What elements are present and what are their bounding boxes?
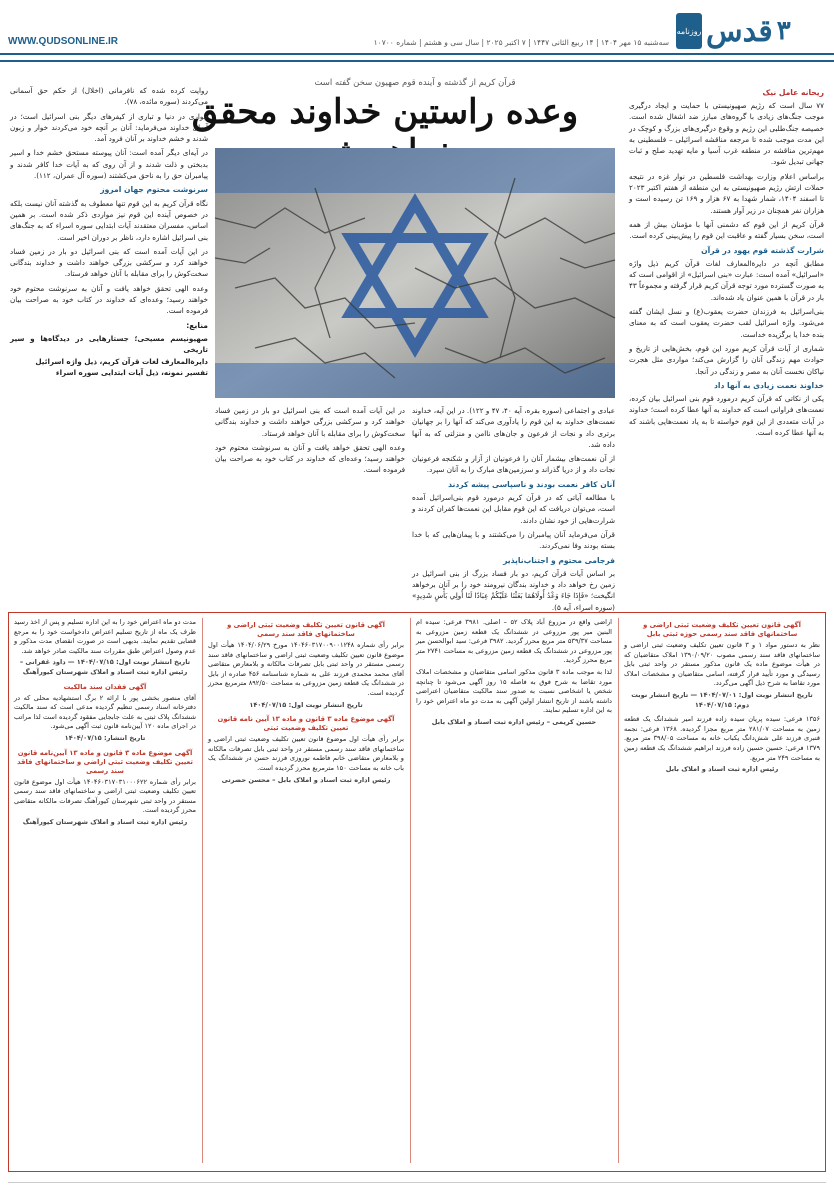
site-url[interactable]: WWW.QUDSONLINE.IR <box>8 36 118 47</box>
subheading: خداوند نعمت زیادی به آنها داد <box>713 380 824 390</box>
paragraph: بنی‌اسرائیل به فرزندان حضرت یعقوب(ع) و نسل ایشان گفته می‌شود. واژه اسرائیل لقب حضرت یعقوب است که به معنای بنده خدا یا برگزیده خداست. <box>629 307 824 339</box>
source-item: تفسیر نمونه، ذیل آیات ابتدایی سوره اسراء <box>55 367 208 377</box>
paragraph: براساس اعلام وزارت بهداشت فلسطین در نوار غزه در نتیجه حملات ارتش رژیم صهیونیستی به این منطقه از هفتم اکتبر ۲۰۲۳ تا اسفند ۱۴۰۴، شمار شهدا به ۶۷ هزار و ۱۶۹ تن رسیده است و هزاران نفر همچنان در زیر آوار هستند. <box>629 171 825 215</box>
notice-title: آگهی موضوع ماده ۳ قانون و ماده ۱۳ آیین نامه قانون تعیین تکلیف وضعیت ثبتی <box>217 715 395 733</box>
notice-signature: تاریخ انتشار نوبت اول: ۱۴۰۴/۰۷/۱۵ — داود غفرانی – رئیس اداره ثبت اسناد و املاک شهرستان کیورآهنگ <box>19 658 191 676</box>
dateline: سه‌شنبه ۱۵ مهر ۱۴۰۴ | ۱۴ ربیع الثانی ۱۴۴۷ | ۷ اکتبر ۲۰۲۵ | سال سی و هشتم | شماره ۱۰۷۰۰ <box>373 38 669 47</box>
notice-divider <box>202 618 203 1163</box>
notice-body: نظر به دستور مواد ۱ و ۳ قانون تعیین تکلیف وضعیت ثبتی اراضی و ساختمانهای فاقد سند رسمی مصوب ۱۳۹۰/۰۹/۲۰ املاک متقاضیان که در هیأت موضوع ماده یک قانون مذکور مستقر در واحد ثبتی بابل رسیدگی و مورد تأیید قرار گرفته، اسامی متقاضیان و مشخصات املاک مورد تقاضا به شرح ذیل آگهی می‌گردد. <box>624 641 821 688</box>
page-number: ۳ <box>776 16 791 46</box>
article-photo <box>215 148 615 398</box>
article-column-right <box>629 100 824 600</box>
paragraph: در آیه‌ای دیگر آمده است: آنان پیوسته مستحق خشم خدا و اسیر بدبختی و ذلت شدند و از آن روی که به آیات خدا کافر شدند و پیامبران حق را به ناحق می‌کشتند (سوره آل عمران، ۱۱۲). <box>10 148 208 181</box>
paragraph: از آن نعمت‌های بیشمار آنان را فرعونیان از آزار و شکنجه فرعونیان نجات داد و از دریا گذراند و سرزمین‌های مبارک را به آنان سپرد. <box>412 454 615 475</box>
notice-body: برابر رأی شماره ۱۴۰۴۶۰۳۱۷۰۳۱۰۰۰۶۲۲ هیأت اول موضوع قانون تعیین تکلیف وضعیت ثبتی اراضی و ساختمانهای فاقد سند رسمی مستقر در واحد ثبتی شهرستان کیورآهنگ تصرفات مالکانه متقاضی محرز گردیده است. <box>14 777 196 815</box>
paragraph: ۷۷ سال است که رژیم صهیونیستی با حمایت و ایجاد درگیری موجب جنگ‌های زیادی با گروه‌های مبارز ضد اشغال شده است. خصیصه جنگ‌طلبی این رژیم و وقوع درگیری‌های بزرگ و کوچک در این مدت موجب شده تا مرجعه مناقشه اسرائیلی – فلسطینی به مهم‌ترین مناقشه در منطقه غرب آسیا و مایه تهدید صلح و ثبات جهانی تبدیل شود. <box>629 101 824 167</box>
notice-title: آگهی موضوع ماده ۳ قانون و ماده ۱۳ آیین‌نامه قانون تعیین تکلیف وضعیت ثبتی اراضی و ساختمانهای فاقد سند رسمی <box>17 748 193 775</box>
paragraph: قرآن کریم از این قوم که دشمنی آنها با مؤمنان بیش از همه است، سخن بسیار گفته و عاقبت این قوم را پیش‌بینی کرده است. <box>629 219 824 241</box>
notice-body: برابر رأی شماره ۱۴۰۴۶۰۳۱۷۰۰۹۰۰۱۲۴۸ مورخ ۱۴۰۴/۰۶/۲۹ هیأت اول موضوع قانون تعیین تکلیف وضعیت ثبتی اراضی و ساختمانهای فاقد سند رسمی مستقر در واحد ثبتی بابل تصرفات مالکانه و بلامعارض متقاضی آقای محمد محمدی فرزند علی به شماره شناسنامه ۴۵۶ صادره از بابل در ششدانگ یک قطعه زمین مزروعی به مساحت ۸۹۲/۵۰ مترمربع محرز گردیده است. <box>208 641 404 697</box>
paragraph: در این آیات آمده است که بنی اسرائیل دو بار در زمین فساد خواهند کرد و سرکشی بزرگی خواهند داشت و خداوند بندگانی سخت‌کوش را برای مقابله با آنان خواهد فرستاد. <box>10 246 208 279</box>
author-byline: ریحانه عامل نیک <box>762 88 824 97</box>
notice-signature: حسین کریمی – رئیس اداره ثبت اسناد و املاک بابل <box>431 717 597 726</box>
notice-body: اراضی واقع در مزروع آباد پلاک ۵۲ – اصلی. ۳۹۸۱ فرعی: سیده ام البنین میر پور مزروعی در ششدانگ یک قطعه زمین مزروعی به مساحت ۵۳۹/۳۷ متر مربع محرز گردید. ۳۹۸۲ فرعی: سید ابوالحسن میر پور مزروعی در ششدانگ یک قطعه زمین مزروعی به مساحت ۲۷۴۱ متر مربع محرز گردید. <box>416 618 613 665</box>
notice-column-1 <box>624 618 820 1163</box>
paragraph: شماری از آیات قرآن کریم مورد این قوم، بخش‌هایی از تاریخ و حوادث مهم زندگی آنان را گزارش می‌کند؛ مواردی مثل هجرت نیاکان نخست آنان به مصر و زندگی در آنجا. <box>629 343 824 376</box>
paragraph: بر اساس آیات قرآن کریم، دو بار فساد بزرگ از بنی اسرائیل در زمین رخ خواهد داد و خداوند بندگان نیرومند خود را بر آنان برخواهد انگیخت؛ «فَإِذَا جَاءَ وَعْدُ أُولَاهُمَا بَعَثْنَا عَلَيْكُمْ عِبَادًا لَنَا أُولِي بَأْسٍ شَدِيدٍ» (سوره اسراء، آیه ۵). <box>412 568 615 612</box>
article-column-middle-b <box>215 405 405 605</box>
paragraph: یکی از نکاتی که قرآن کریم درمورد قوم بنی اسرائیل بیان کرده، نعمت‌های فراوانی است که خداوند به آنها عطا کرده است؛ خداوند در آیات متعددی از این قوم خواسته تا به یاد نعمت‌هایی باشند که به آنها عطا کرده است. <box>629 394 824 438</box>
subheading: فرجامی محتوم و اجتناب‌ناپذیر <box>503 555 615 565</box>
sources-label: منابع: <box>186 320 208 330</box>
subheading: سرنوشت محتوم جهان امروز <box>100 185 208 195</box>
source-item: دایرة‌المعارف لغات قرآن کریم، ذیل واژه اسرائیل <box>35 356 208 366</box>
notice-signature: رئیس اداره ثبت اسناد و املاک شهرستان کیورآهنگ <box>22 817 188 826</box>
notice-divider <box>618 618 619 1163</box>
paragraph: با مطالعه آیاتی که در قرآن کریم درمورد قوم بنی‌اسرائیل آمده است، می‌توان دریافت که این قوم مقابل این نعمت‌ها کفران کردند و شرارت‌هایی از خود نشان دادند. <box>412 493 615 525</box>
notice-body: ۱۳۵۶ فرعی: سیده پریان سیده زاده فرزند امیر ششدانگ یک قطعه زمین به مساحت ۲۸۱/۰۷ متر مربع مجزا گردیده. ۱۳۶۸ فرعی: نجمه قنبری فرزند علی شش‌دانگ یکباب خانه به مساحت ۳۹۸/۰۵ متر مربع. ۱۳۷۹ فرعی: حسین حسین زاده فرزند ابراهیم ششدانگ یک قطعه زمین به مساحت ۲۴۹ متر مربع. <box>624 715 821 762</box>
paragraph: مطابق آنچه در دایرة‌المعارف لغات قرآن کریم ذیل واژه «اسرائیل» آمده است: عبارت «بنی اسرائیل» از اقوامی است که به صورت گسترده مورد توجه قرآن کریم قرار گرفته و مجموعاً ۴۳ بار در قرآن با همین عنوان یاد شده‌اند. <box>629 258 824 302</box>
article-kicker: قرآن کریم از گذشته و آینده قوم صهیون سخن گفته است <box>314 78 516 88</box>
notice-body: برابر رأی هیأت اول موضوع قانون تعیین تکلیف وضعیت ثبتی اراضی و ساختمانهای فاقد سند رسمی مستقر در واحد ثبتی بابل تصرفات مالکانه و بلامعارض متقاضی خانم فاطمه نوروزی فرزند حسن در ششدانگ یک باب خانه به مساحت ۱۵۰ مترمربع محرز گردیده است. <box>208 735 404 772</box>
article-headline: وعده راستین خداوند محقق <box>191 92 579 132</box>
logo-prefix: روزنامه <box>676 26 702 36</box>
notice-signature: رئیس اداره ثبت اسناد و املاک بابل <box>665 765 779 774</box>
notice-body: مدت دو ماه اعتراض خود را به این اداره تسلیم و پس از اخذ رسید ظرف یک ماه از تاریخ تسلیم اعتراض دادخواست خود را به مرجع قضایی تقدیم نمایند. بدیهی است در صورت انقضای مدت مذکور و عدم وصول اعتراض طبق مقررات سند مالکیت صادر خواهد شد. <box>14 618 196 655</box>
paragraph: نگاه قرآن کریم به این قوم تنها معطوف به گذشته آنان نیست بلکه در خصوص آینده این قوم نیز مواردی ذکر شده است. بر همین اساس، مفسران معتقدند آیات ابتدایی سوره اسراء که به جنگ‌های بنی اسرائیل اشاره دارد، ناظر بر دوران اخیر است. <box>10 198 208 242</box>
paragraph: وعده الهی تحقق خواهد یافت و آنان به سرنوشت محتوم خود خواهند رسید؛ وعده‌ای که خداوند در کتاب خود به صراحت بیان فرموده است. <box>10 283 208 316</box>
article-column-middle-a <box>412 405 616 612</box>
notice-column-3 <box>208 618 404 1163</box>
notice-signature: تاریخ انتشار نوبت اول: ۱۴۰۴/۰۷/۱۵ <box>249 700 363 709</box>
footer-rule <box>8 1182 826 1183</box>
paragraph: خواری در دنیا و تباری از کیفرهای دیگر بنی اسرائیل است؛ در آیه‌ای خداوند می‌فرماید: آنان بر آنچه خود می‌کردند خوار و زبون شدند و خشم خداوند بر آنان فرود آمد. <box>10 111 208 144</box>
logo-seal-icon <box>676 13 702 49</box>
star-of-david-cracked-icon <box>215 148 615 398</box>
notice-title: آگهی فقدان سند مالکیت <box>63 682 147 691</box>
notice-divider <box>410 618 411 1163</box>
notice-body: لذا به موجب ماده ۳ قانون مذکور اسامی متقاضیان و مشخصات املاک مورد تقاضا به شرح فوق به فاصله ۱۵ روز آگهی می‌شود تا چنانچه شخص یا اشخاصی نسبت به صدور سند مالکیت متقاضیان اعتراضی داشته باشند از تاریخ انتشار اولین آگهی به مدت دو ماه اعتراض خود را به این اداره تسلیم نمایند. <box>416 667 612 715</box>
paragraph: وعده الهی تحقق خواهد یافت و آنان به سرنوشت محتوم خود خواهند رسید؛ وعده‌ای که خداوند در کتاب خود به صراحت بیان فرموده است. <box>215 442 405 475</box>
paragraph: عبادی و اجتماعی (سوره بقره، آیه ۴۰، ۴۷ و ۱۲۲). در این آیه، خداوند نعمت‌های خداوند به این قوم را یادآوری می‌کند که آنها را بر جهانیان برتری داد و نجات از فرعون و جان‌های ناامن و منزلتی که به آنها داده شد. <box>412 406 616 449</box>
notice-body: آقای منصور بخشی پور با ارائه ۲ برگ استشهادیه محلی که در دفترخانه اسناد رسمی تنظیم گردیده مدعی است که سند مالکیت ششدانگ پلاک ثبتی به علت جابجایی مفقود گردیده است لذا مراتب در اجرای ماده ۱۲۰ آیین‌نامه قانون ثبت آگهی می‌شود. <box>14 693 196 731</box>
notice-column-4 <box>14 618 196 1163</box>
notice-signature: رئیس اداره ثبت اسناد و املاک بابل – محسن حضرتی <box>221 775 391 784</box>
paragraph: قرآن می‌فرماید آنان پیامبران را می‌کشتند و با پیمان‌هایی که با خدا بسته بودند وفا نمی‌کردند. <box>412 529 615 551</box>
article-column-left <box>10 85 208 605</box>
notice-signature: تاریخ انتشار نوبت اول: ۱۴۰۴/۰۷/۰۱ — تاریخ انتشار نوبت دوم: ۱۴۰۴/۰۷/۱۵ <box>631 690 813 709</box>
source-item: صهیونیسم مسیحی؛ جستارهایی در دیدگاه‌ها و سیر تاریخی <box>10 333 208 355</box>
subheading: آنان کافر نعمت بودند و ناسپاسی پیشه کردند <box>448 479 615 489</box>
notice-column-2 <box>416 618 612 1163</box>
paragraph: روایت کرده شده که نافرمانی (اخلال) از حکم حق آسمانی می‌کردند (سوره مائده، ۷۸). <box>10 86 208 107</box>
logo[interactable] <box>676 6 826 56</box>
notice-title: آگهی قانون تعیین تکلیف وضعیت ثبتی اراضی و ساختمانهای فاقد سند رسمی <box>227 621 385 638</box>
logo-text: قدس <box>706 13 773 49</box>
notice-title: آگهی قانون تعیین تکلیف وضعیت ثبتی اراضی و ساختمانهای فاقد سند رسمی حوزه ثبتی بابل <box>643 621 801 638</box>
paragraph: در این آیات آمده است که بنی اسرائیل دو بار در زمین فساد خواهند کرد و سرکشی بزرگی خواهند داشت و خداوند بندگانی سخت‌کوش را برای مقابله با آنان خواهد فرستاد. <box>215 406 405 438</box>
notice-signature: تاریخ انتشار: ۱۴۰۴/۰۷/۱۵ <box>64 733 146 742</box>
subheading: شرارت گذشته قوم یهود در قرآن <box>701 245 824 255</box>
masthead-rule <box>0 53 834 55</box>
